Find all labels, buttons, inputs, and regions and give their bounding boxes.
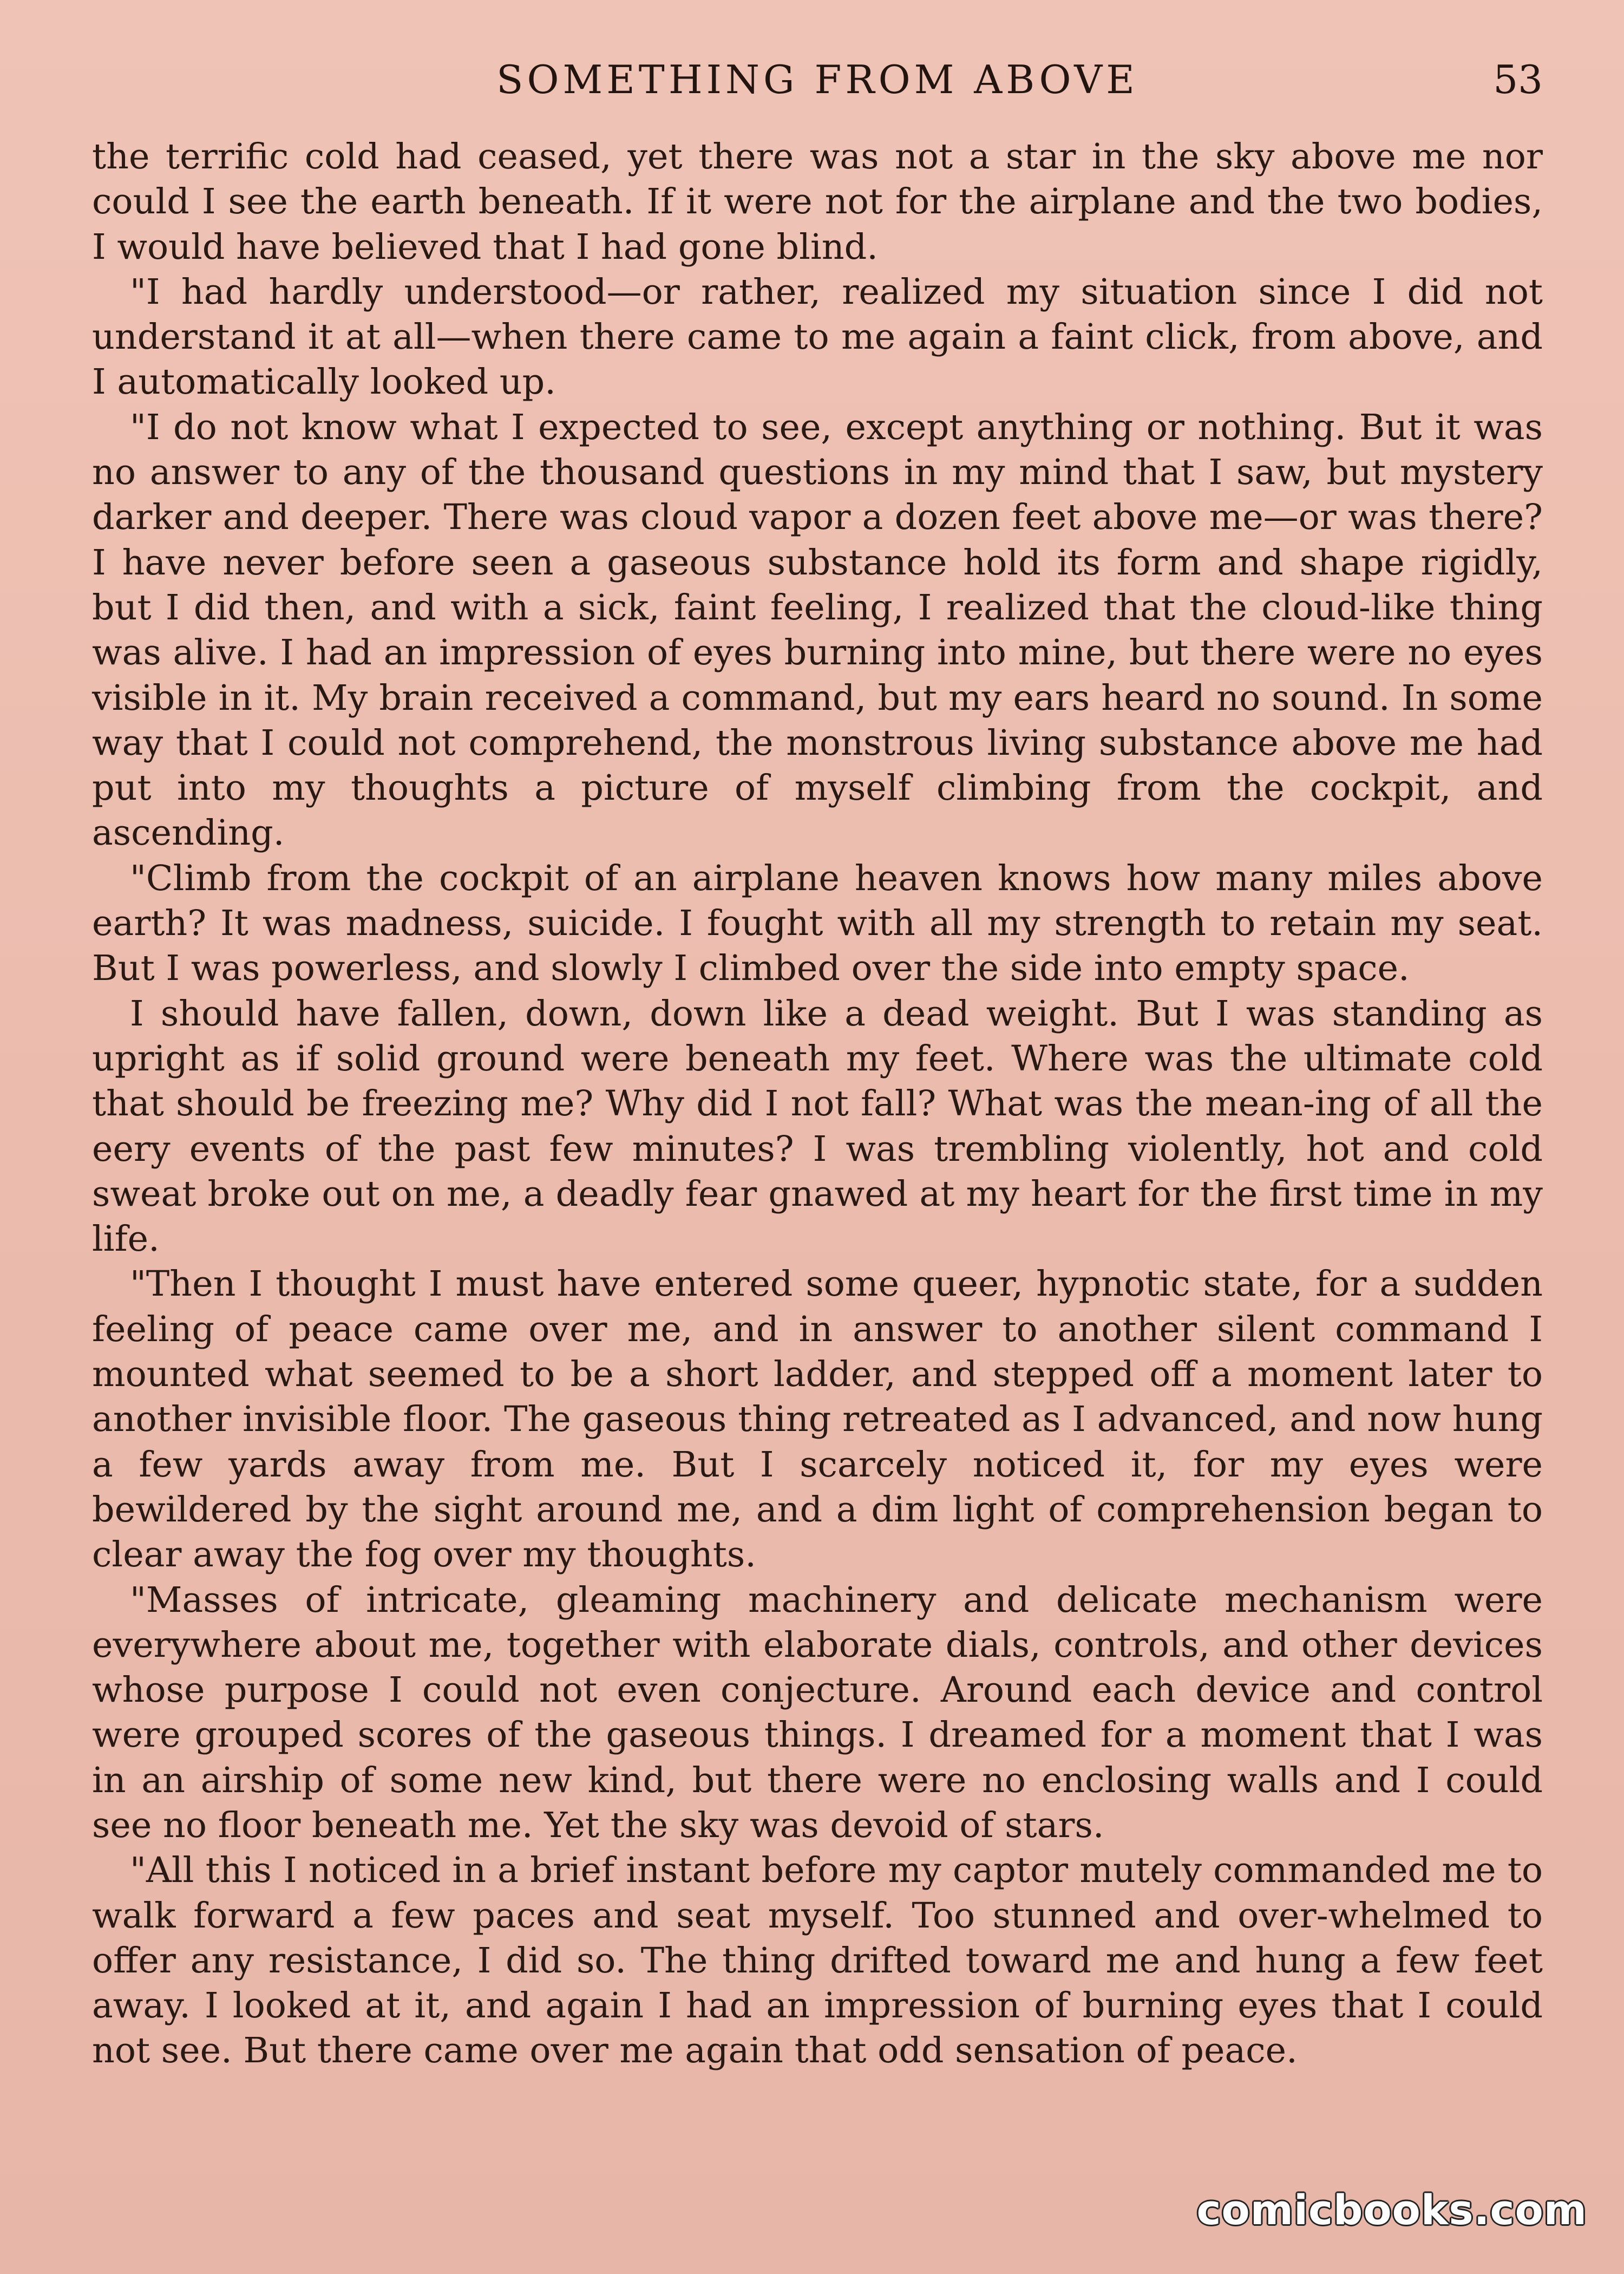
paragraph-4: "Climb from the cockpit of an airplane heaven knows how many miles above earth? It was madness, suicide. I fought with all my strength to retain my seat. But I was powerless, and slowly I climbed over the side into empty space. <box>92 858 1543 989</box>
paragraph-5: I should have fallen, down, down like a dead weight. But I was standing as upright as if solid ground were beneath my feet. Where was the ultimate cold that should be freezing me? Why did I not fall? What was the mean-ing of all the eery events of the past few minutes? I was trembling violently, hot and cold sweat broke out on me, a deadly fear gnawed at my heart for the first time in my life. <box>92 993 1543 1260</box>
paragraph-7: "Masses of intricate, gleaming machinery and delicate mechanism were everywhere about me, together with elaborate dials, controls, and other devices whose purpose I could not even conjecture. Around each device and control were grouped scores of the gaseous things. I dreamed for a moment that I was in an airship of some new kind, but there were no enclosing walls and I could see no floor beneath me. Yet the sky was devoid of stars. <box>92 1579 1543 1846</box>
watermark: comicbooks.com <box>1196 2186 1587 2234</box>
running-title: SOMETHING FROM ABOVE <box>496 57 1138 102</box>
paragraph-3: "I do not know what I expected to see, except anything or nothing. But it was no answer to any of the thousand questions in my mind that I saw, but mystery darker and deeper. There was cloud vapor a dozen feet above me—or was there? I have never before seen a gaseous substance hold its form and shape rigidly, but I did then, and with a sick, faint feeling, I realized that the cloud-like thing was alive. I had an impression of eyes burning into mine, but there were no eyes visible in it. My brain received a command, but my ears heard no sound. In some way that I could not comprehend, the monstrous living substance above me had put into my thoughts a picture of myself climbing from the cockpit, and ascending. <box>92 407 1543 854</box>
page-header <box>92 50 1543 109</box>
paragraph-1: the terrific cold had ceased, yet there was not a star in the sky above me nor could I see the earth beneath. If it were not for the airplane and the two bodies, I would have believed that I had gone blind. <box>92 136 1543 267</box>
paragraph-6: "Then I thought I must have entered some queer, hypnotic state, for a sudden feeling of peace came over me, and in answer to another silent command I mounted what seemed to be a short ladder, and stepped off a moment later to another invisible floor. The gaseous thing retreated as I advanced, and now hung a few yards away from me. But I scarcely noticed it, for my eyes were bewildered by the sight around me, and a dim light of comprehension began to clear away the fog over my thoughts. <box>92 1264 1543 1576</box>
paragraph-8: "All this I noticed in a brief instant before my captor mutely commanded me to walk forward a few paces and seat myself. Too stunned and over-whelmed to offer any resistance, I did so. The thing drifted toward me and hung a few feet away. I looked at it, and again I had an impression of burning eyes that I could not see. But there came over me again that odd sensation of peace. <box>92 1850 1543 2072</box>
body-text <box>92 134 1543 2074</box>
page-number: 53 <box>1493 57 1543 102</box>
paragraph-2: "I had hardly understood—or rather, realized my situation since I did not understand it at all—when there came to me again a faint click, from above, and I automatically looked up. <box>92 271 1543 403</box>
